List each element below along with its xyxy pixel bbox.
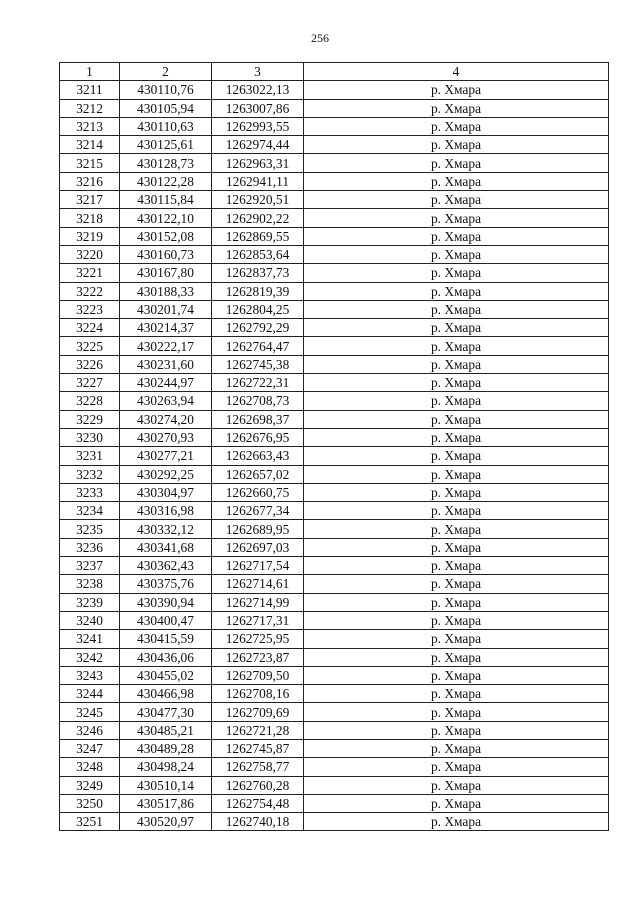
y-coordinate-cell: 1262714,99: [212, 593, 304, 611]
description-cell: р. Хмара: [304, 758, 609, 776]
point-number-cell: 3234: [60, 502, 120, 520]
table-row: [60, 154, 609, 172]
point-number-cell: 3213: [60, 117, 120, 135]
y-coordinate-cell: 1262869,55: [212, 227, 304, 245]
table-row: [60, 355, 609, 373]
page-number: 256: [311, 31, 329, 45]
x-coordinate-cell: 430167,80: [120, 264, 212, 282]
description-cell: р. Хмара: [304, 813, 609, 831]
table-row: [60, 117, 609, 135]
table-row: [60, 721, 609, 739]
point-number-cell: 3237: [60, 557, 120, 575]
description-cell: р. Хмара: [304, 447, 609, 465]
point-number-cell: 3243: [60, 666, 120, 684]
y-coordinate-cell: 1262697,03: [212, 538, 304, 556]
description-cell: р. Хмара: [304, 557, 609, 575]
y-coordinate-cell: 1262677,34: [212, 502, 304, 520]
table-row: [60, 739, 609, 757]
x-coordinate-cell: 430477,30: [120, 703, 212, 721]
description-cell: р. Хмара: [304, 136, 609, 154]
description-cell: р. Хмара: [304, 648, 609, 666]
point-number-cell: 3227: [60, 374, 120, 392]
y-coordinate-cell: 1262902,22: [212, 209, 304, 227]
point-number-cell: 3244: [60, 685, 120, 703]
description-cell: р. Хмара: [304, 410, 609, 428]
y-coordinate-cell: 1262837,73: [212, 264, 304, 282]
point-number-cell: 3248: [60, 758, 120, 776]
y-coordinate-cell: 1262920,51: [212, 191, 304, 209]
y-coordinate-cell: 1262819,39: [212, 282, 304, 300]
table-row: [60, 337, 609, 355]
y-coordinate-cell: 1262663,43: [212, 447, 304, 465]
x-coordinate-cell: 430400,47: [120, 611, 212, 629]
x-coordinate-cell: 430390,94: [120, 593, 212, 611]
y-coordinate-cell: 1262764,47: [212, 337, 304, 355]
point-number-cell: 3226: [60, 355, 120, 373]
table-row: [60, 410, 609, 428]
y-coordinate-cell: 1262708,73: [212, 392, 304, 410]
table-row: [60, 99, 609, 117]
y-coordinate-cell: 1262709,50: [212, 666, 304, 684]
description-cell: р. Хмара: [304, 355, 609, 373]
description-cell: р. Хмара: [304, 154, 609, 172]
description-cell: р. Хмара: [304, 264, 609, 282]
x-coordinate-cell: 430485,21: [120, 721, 212, 739]
y-coordinate-cell: 1262717,31: [212, 611, 304, 629]
point-number-cell: 3230: [60, 428, 120, 446]
y-coordinate-cell: 1262708,16: [212, 685, 304, 703]
description-cell: р. Хмара: [304, 520, 609, 538]
point-number-cell: 3228: [60, 392, 120, 410]
x-coordinate-cell: 430105,94: [120, 99, 212, 117]
y-coordinate-cell: 1262993,55: [212, 117, 304, 135]
description-cell: р. Хмара: [304, 337, 609, 355]
table-row: [60, 575, 609, 593]
y-coordinate-cell: 1262963,31: [212, 154, 304, 172]
x-coordinate-cell: 430274,20: [120, 410, 212, 428]
point-number-cell: 3224: [60, 319, 120, 337]
x-coordinate-cell: 430222,17: [120, 337, 212, 355]
x-coordinate-cell: 430231,60: [120, 355, 212, 373]
description-cell: р. Хмара: [304, 721, 609, 739]
description-cell: р. Хмара: [304, 739, 609, 757]
y-coordinate-cell: 1262754,48: [212, 794, 304, 812]
x-coordinate-cell: 430292,25: [120, 465, 212, 483]
x-coordinate-cell: 430466,98: [120, 685, 212, 703]
x-coordinate-cell: 430436,06: [120, 648, 212, 666]
column-header-1: 1: [60, 63, 120, 81]
description-cell: р. Хмара: [304, 227, 609, 245]
table-row: [60, 392, 609, 410]
table-row: [60, 209, 609, 227]
x-coordinate-cell: 430160,73: [120, 245, 212, 263]
table-row: [60, 758, 609, 776]
description-cell: р. Хмара: [304, 209, 609, 227]
coordinates-table: [59, 62, 609, 831]
x-coordinate-cell: 430201,74: [120, 300, 212, 318]
column-header-3: 3: [212, 63, 304, 81]
description-cell: р. Хмара: [304, 172, 609, 190]
x-coordinate-cell: 430152,08: [120, 227, 212, 245]
y-coordinate-cell: 1262698,37: [212, 410, 304, 428]
table-header: [60, 63, 609, 81]
table-row: [60, 264, 609, 282]
point-number-cell: 3215: [60, 154, 120, 172]
y-coordinate-cell: 1262758,77: [212, 758, 304, 776]
point-number-cell: 3214: [60, 136, 120, 154]
description-cell: р. Хмара: [304, 300, 609, 318]
y-coordinate-cell: 1262721,28: [212, 721, 304, 739]
x-coordinate-cell: 430128,73: [120, 154, 212, 172]
point-number-cell: 3218: [60, 209, 120, 227]
table-row: [60, 428, 609, 446]
description-cell: р. Хмара: [304, 703, 609, 721]
description-cell: р. Хмара: [304, 593, 609, 611]
y-coordinate-cell: 1262709,69: [212, 703, 304, 721]
table-row: [60, 191, 609, 209]
description-cell: р. Хмара: [304, 776, 609, 794]
point-number-cell: 3222: [60, 282, 120, 300]
table-row: [60, 374, 609, 392]
point-number-cell: 3223: [60, 300, 120, 318]
description-cell: р. Хмара: [304, 282, 609, 300]
x-coordinate-cell: 430115,84: [120, 191, 212, 209]
point-number-cell: 3238: [60, 575, 120, 593]
description-cell: р. Хмара: [304, 502, 609, 520]
table-body: [60, 81, 609, 831]
table-row: [60, 557, 609, 575]
point-number-cell: 3236: [60, 538, 120, 556]
x-coordinate-cell: 430110,63: [120, 117, 212, 135]
description-cell: р. Хмара: [304, 611, 609, 629]
point-number-cell: 3239: [60, 593, 120, 611]
y-coordinate-cell: 1262804,25: [212, 300, 304, 318]
description-cell: р. Хмара: [304, 630, 609, 648]
x-coordinate-cell: 430244,97: [120, 374, 212, 392]
table-row: [60, 630, 609, 648]
table-row: [60, 172, 609, 190]
table-row: [60, 666, 609, 684]
y-coordinate-cell: 1262745,38: [212, 355, 304, 373]
x-coordinate-cell: 430341,68: [120, 538, 212, 556]
description-cell: р. Хмара: [304, 81, 609, 99]
point-number-cell: 3250: [60, 794, 120, 812]
y-coordinate-cell: 1263022,13: [212, 81, 304, 99]
x-coordinate-cell: 430110,76: [120, 81, 212, 99]
x-coordinate-cell: 430270,93: [120, 428, 212, 446]
x-coordinate-cell: 430188,33: [120, 282, 212, 300]
point-number-cell: 3246: [60, 721, 120, 739]
column-header-4: 4: [304, 63, 609, 81]
table-row: [60, 776, 609, 794]
y-coordinate-cell: 1262714,61: [212, 575, 304, 593]
x-coordinate-cell: 430489,28: [120, 739, 212, 757]
point-number-cell: 3251: [60, 813, 120, 831]
x-coordinate-cell: 430263,94: [120, 392, 212, 410]
x-coordinate-cell: 430125,61: [120, 136, 212, 154]
x-coordinate-cell: 430520,97: [120, 813, 212, 831]
table-row: [60, 81, 609, 99]
description-cell: р. Хмара: [304, 666, 609, 684]
y-coordinate-cell: 1262853,64: [212, 245, 304, 263]
y-coordinate-cell: 1262660,75: [212, 483, 304, 501]
point-number-cell: 3247: [60, 739, 120, 757]
y-coordinate-cell: 1262689,95: [212, 520, 304, 538]
point-number-cell: 3241: [60, 630, 120, 648]
table-row: [60, 502, 609, 520]
x-coordinate-cell: 430375,76: [120, 575, 212, 593]
table-row: [60, 611, 609, 629]
point-number-cell: 3229: [60, 410, 120, 428]
header-row: [60, 63, 609, 81]
description-cell: р. Хмара: [304, 392, 609, 410]
y-coordinate-cell: 1263007,86: [212, 99, 304, 117]
description-cell: р. Хмара: [304, 428, 609, 446]
y-coordinate-cell: 1262723,87: [212, 648, 304, 666]
x-coordinate-cell: 430277,21: [120, 447, 212, 465]
x-coordinate-cell: 430415,59: [120, 630, 212, 648]
point-number-cell: 3232: [60, 465, 120, 483]
x-coordinate-cell: 430214,37: [120, 319, 212, 337]
table-row: [60, 136, 609, 154]
point-number-cell: 3233: [60, 483, 120, 501]
description-cell: р. Хмара: [304, 483, 609, 501]
table-row: [60, 794, 609, 812]
point-number-cell: 3225: [60, 337, 120, 355]
y-coordinate-cell: 1262745,87: [212, 739, 304, 757]
table-row: [60, 465, 609, 483]
x-coordinate-cell: 430304,97: [120, 483, 212, 501]
y-coordinate-cell: 1262676,95: [212, 428, 304, 446]
description-cell: р. Хмара: [304, 191, 609, 209]
point-number-cell: 3235: [60, 520, 120, 538]
x-coordinate-cell: 430316,98: [120, 502, 212, 520]
description-cell: р. Хмара: [304, 794, 609, 812]
y-coordinate-cell: 1262740,18: [212, 813, 304, 831]
description-cell: р. Хмара: [304, 685, 609, 703]
point-number-cell: 3245: [60, 703, 120, 721]
description-cell: р. Хмара: [304, 538, 609, 556]
table-row: [60, 319, 609, 337]
x-coordinate-cell: 430122,10: [120, 209, 212, 227]
table-row: [60, 227, 609, 245]
point-number-cell: 3221: [60, 264, 120, 282]
y-coordinate-cell: 1262717,54: [212, 557, 304, 575]
x-coordinate-cell: 430455,02: [120, 666, 212, 684]
table-row: [60, 483, 609, 501]
point-number-cell: 3216: [60, 172, 120, 190]
point-number-cell: 3220: [60, 245, 120, 263]
table-row: [60, 593, 609, 611]
y-coordinate-cell: 1262974,44: [212, 136, 304, 154]
table-row: [60, 813, 609, 831]
description-cell: р. Хмара: [304, 575, 609, 593]
y-coordinate-cell: 1262941,11: [212, 172, 304, 190]
table-row: [60, 703, 609, 721]
point-number-cell: 3249: [60, 776, 120, 794]
x-coordinate-cell: 430332,12: [120, 520, 212, 538]
table-row: [60, 300, 609, 318]
point-number-cell: 3240: [60, 611, 120, 629]
point-number-cell: 3217: [60, 191, 120, 209]
x-coordinate-cell: 430362,43: [120, 557, 212, 575]
x-coordinate-cell: 430517,86: [120, 794, 212, 812]
description-cell: р. Хмара: [304, 245, 609, 263]
point-number-cell: 3231: [60, 447, 120, 465]
description-cell: р. Хмара: [304, 99, 609, 117]
column-header-2: 2: [120, 63, 212, 81]
table-row: [60, 245, 609, 263]
description-cell: р. Хмара: [304, 465, 609, 483]
table-row: [60, 447, 609, 465]
table-row: [60, 648, 609, 666]
description-cell: р. Хмара: [304, 374, 609, 392]
y-coordinate-cell: 1262760,28: [212, 776, 304, 794]
y-coordinate-cell: 1262725,95: [212, 630, 304, 648]
description-cell: р. Хмара: [304, 319, 609, 337]
table-row: [60, 538, 609, 556]
point-number-cell: 3219: [60, 227, 120, 245]
point-number-cell: 3242: [60, 648, 120, 666]
table-row: [60, 520, 609, 538]
x-coordinate-cell: 430122,28: [120, 172, 212, 190]
y-coordinate-cell: 1262792,29: [212, 319, 304, 337]
y-coordinate-cell: 1262722,31: [212, 374, 304, 392]
table-row: [60, 685, 609, 703]
description-cell: р. Хмара: [304, 117, 609, 135]
point-number-cell: 3211: [60, 81, 120, 99]
y-coordinate-cell: 1262657,02: [212, 465, 304, 483]
table-row: [60, 282, 609, 300]
x-coordinate-cell: 430498,24: [120, 758, 212, 776]
x-coordinate-cell: 430510,14: [120, 776, 212, 794]
point-number-cell: 3212: [60, 99, 120, 117]
